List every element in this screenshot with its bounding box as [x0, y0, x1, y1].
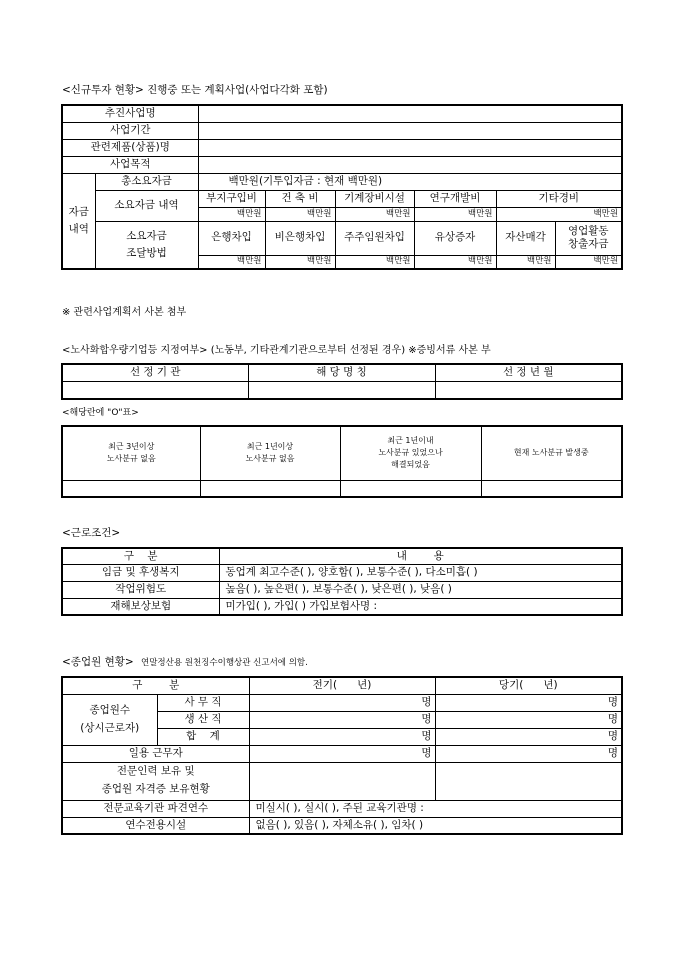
fund-head-nonbank: 비은행차입	[265, 221, 335, 255]
designation-date-value[interactable]	[435, 381, 622, 399]
product-name-value[interactable]	[198, 139, 622, 156]
employees-table	[61, 676, 623, 835]
conditions-label-insurance: 재해보상보험	[62, 598, 219, 615]
detail-unit[interactable]: 백만원	[496, 207, 622, 221]
fund-unit[interactable]: 백만원	[496, 255, 555, 269]
section-title-labor-harmony: <노사화합우량기업등 지정여부> (노동부, 기타관계기관으로부터 선정된 경우) ※증빙서류 사본 부	[62, 345, 491, 356]
fund-method-label: 소요자금 조달방법	[95, 221, 198, 269]
fund-head-asset-sale: 자산매각	[496, 221, 555, 255]
employees-production-curr[interactable]: 명	[435, 711, 622, 728]
fund-unit[interactable]: 백만원	[335, 255, 414, 269]
employees-total-curr[interactable]: 명	[435, 728, 622, 745]
conditions-risk-options[interactable]: 높음( ), 높은편( ), 보통수준( ), 낮은편( ), 낮음( )	[219, 581, 622, 598]
fund-side-label: 자금내역	[62, 173, 95, 269]
employees-head-curr: 당기( 년)	[435, 677, 622, 694]
employees-expert-curr[interactable]	[435, 762, 622, 800]
dispute-opt-ongoing: 현재 노사분규 발생중	[481, 426, 622, 480]
dispute-check-1y[interactable]	[200, 480, 340, 497]
employees-row-production: 생 산 직	[157, 711, 249, 728]
employees-title-note: 연말정산용 원천징수이행상관 신고서에 의함.	[141, 658, 308, 668]
detail-head-machinery: 기계장비시설	[335, 190, 414, 207]
dispute-opt-1y: 최근 1년이상 노사분규 없음	[200, 426, 340, 480]
detail-unit[interactable]: 백만원	[414, 207, 496, 221]
detail-head-other: 기타경비	[496, 190, 622, 207]
project-period-value[interactable]	[198, 122, 622, 139]
detail-head-building: 건 축 비	[265, 190, 335, 207]
designation-table	[61, 363, 623, 400]
conditions-insurance-options[interactable]: 미가입( ), 가입( ) 가입보험사명 :	[219, 598, 622, 615]
employees-office-curr[interactable]: 명	[435, 694, 622, 711]
dispute-check-resolved[interactable]	[340, 480, 481, 497]
employees-total-prev[interactable]: 명	[249, 728, 435, 745]
employees-expert-label: 전문인력 보유 및 종업원 자격증 보유현황	[62, 762, 249, 800]
product-name-label: 관련제품(상품)명	[62, 139, 198, 156]
conditions-label-wage: 임금 및 후생복지	[62, 564, 219, 581]
conditions-label-risk: 작업위험도	[62, 581, 219, 598]
fund-unit[interactable]: 백만원	[555, 255, 622, 269]
attachment-note: ※ 관련사업계획서 사본 첨부	[62, 307, 187, 318]
employees-head-category: 구 분	[62, 677, 249, 694]
fund-unit[interactable]: 백만원	[414, 255, 496, 269]
fund-head-bank: 은행차입	[198, 221, 265, 255]
total-fund-value[interactable]: 백만원(기투입자금 : 현재 백만원)	[198, 173, 622, 190]
employees-office-prev[interactable]: 명	[249, 694, 435, 711]
employees-production-prev[interactable]: 명	[249, 711, 435, 728]
employees-head-prev: 전기( 년)	[249, 677, 435, 694]
working-conditions-table	[61, 547, 623, 616]
fund-head-shareholder: 주주임원차입	[335, 221, 414, 255]
conditions-wage-options[interactable]: 동업계 최고수준( ), 양호함( ), 보통수준( ), 다소미흡( )	[219, 564, 622, 581]
employees-facility-label: 연수전용시설	[62, 817, 249, 834]
fund-head-capital-increase: 유상증자	[414, 221, 496, 255]
check-mark-note: <해당란에 "O"표>	[62, 408, 139, 418]
employees-edu-label: 전문교육기관 파견연수	[62, 800, 249, 817]
conditions-head-content: 내 용	[219, 548, 622, 564]
detail-unit[interactable]: 백만원	[265, 207, 335, 221]
section-title-working-conditions: <근로조건>	[62, 527, 121, 539]
new-investment-table	[61, 104, 623, 270]
employees-expert-prev[interactable]	[249, 762, 435, 800]
employees-daily-prev[interactable]: 명	[249, 745, 435, 762]
employees-facility-options[interactable]: 없음( ), 있음( ), 자체소유( ), 임차( )	[249, 817, 622, 834]
detail-unit[interactable]: 백만원	[335, 207, 414, 221]
detail-head-rnd: 연구개발비	[414, 190, 496, 207]
project-name-label: 추진사업명	[62, 105, 198, 122]
total-fund-label: 총소요자금	[95, 173, 198, 190]
designation-head-date: 선 정 년 월	[435, 364, 622, 381]
detail-head-land: 부지구입비	[198, 190, 265, 207]
section-title-employees	[62, 654, 308, 669]
dispute-opt-3y: 최근 3년이상 노사분규 없음	[62, 426, 200, 480]
designation-head-agency: 선 정 기 관	[62, 364, 248, 381]
section-title-new-investment: <신규투자 현황> 진행중 또는 계획사업(사업다각화 포함)	[62, 84, 328, 96]
fund-head-operating: 영업활동 창출자금	[555, 221, 622, 255]
employees-title: <종업원 현황>	[62, 656, 134, 668]
dispute-check-3y[interactable]	[62, 480, 200, 497]
employees-edu-options[interactable]: 미실시( ), 실시( ), 주된 교육기관명 :	[249, 800, 622, 817]
employees-daily-curr[interactable]: 명	[435, 745, 622, 762]
fund-detail-label: 소요자금 내역	[95, 190, 198, 221]
dispute-check-ongoing[interactable]	[481, 480, 622, 497]
project-name-value[interactable]	[198, 105, 622, 122]
employees-daily-label: 일용 근무자	[62, 745, 249, 762]
dispute-opt-resolved: 최근 1년이내 노사분규 있었으나 해결되었음	[340, 426, 481, 480]
fund-unit[interactable]: 백만원	[265, 255, 335, 269]
employees-count-label: 종업원수 (상시근로자)	[62, 694, 157, 745]
fund-unit[interactable]: 백만원	[198, 255, 265, 269]
conditions-head-category: 구 분	[62, 548, 219, 564]
labor-dispute-table	[61, 425, 623, 498]
designation-agency-value[interactable]	[62, 381, 248, 399]
project-period-label: 사업기간	[62, 122, 198, 139]
project-purpose-value[interactable]	[198, 156, 622, 173]
employees-row-office: 사 무 직	[157, 694, 249, 711]
designation-name-value[interactable]	[248, 381, 435, 399]
employees-row-total: 합 계	[157, 728, 249, 745]
project-purpose-label: 사업목적	[62, 156, 198, 173]
detail-unit[interactable]: 백만원	[198, 207, 265, 221]
designation-head-name: 해 당 명 칭	[248, 364, 435, 381]
